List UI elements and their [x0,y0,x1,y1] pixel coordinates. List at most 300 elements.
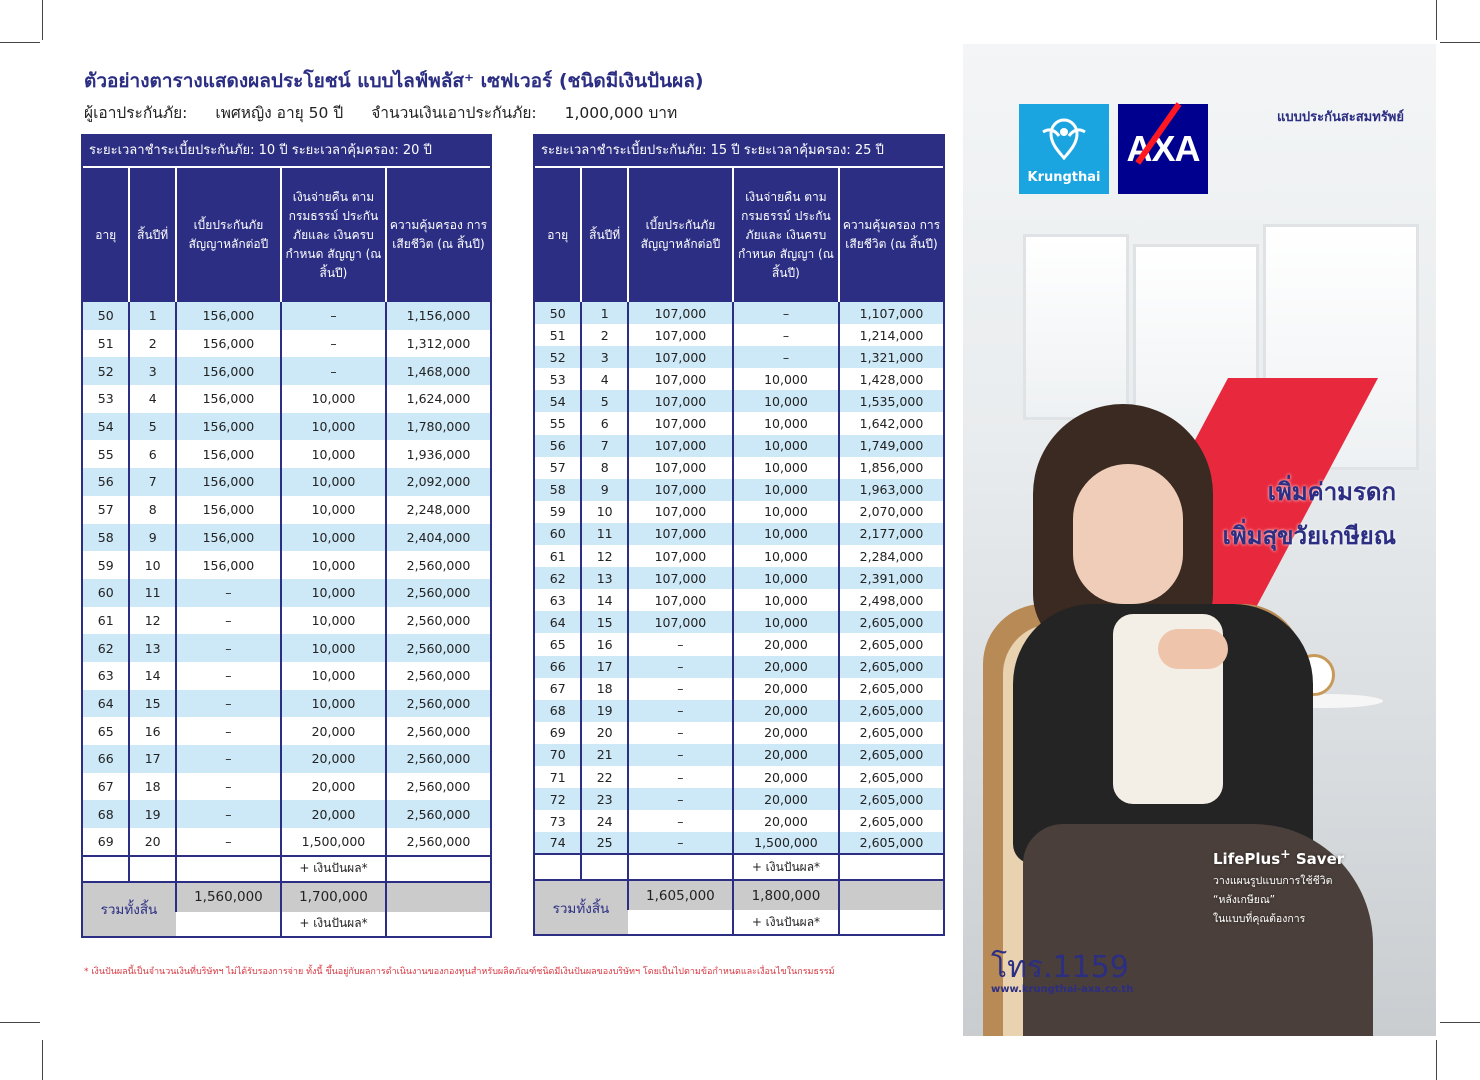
table-row [83,773,490,801]
cell-year: 12 [581,545,627,567]
cell-coverage: 2,560,000 [386,690,490,718]
total-premium: 1,560,000 [176,882,281,912]
cell-age: 74 [535,832,581,854]
phone-number[interactable]: โทร.1159 [991,950,1129,985]
cell-coverage: 2,605,000 [839,722,943,744]
cell-coverage: 1,107,000 [839,302,943,324]
cell-year: 7 [129,468,175,496]
cell-payout: 20,000 [733,744,839,766]
cell-age: 58 [535,479,581,501]
cell-age: 61 [83,607,129,635]
cell-age: 55 [535,412,581,434]
cell-year: 11 [129,579,175,607]
empty-cell [839,880,943,910]
cell-coverage: 2,560,000 [386,579,490,607]
table-body [83,302,490,936]
cell-age: 67 [83,773,129,801]
cell-year: 4 [129,385,175,413]
cell-premium: 156,000 [176,413,281,441]
cell-payout: 20,000 [281,800,386,828]
cell-year: 19 [129,800,175,828]
table-row [535,567,943,589]
benefit-table-10-year [81,134,492,938]
cell-year: 1 [581,302,627,324]
cell-year: 5 [129,413,175,441]
cell-payout: 1,500,000 [733,832,839,854]
cell-age: 66 [83,745,129,773]
cell-payout: 10,000 [733,523,839,545]
cell-premium: – [176,690,281,718]
cell-payout: 10,000 [281,690,386,718]
cell-premium: 107,000 [628,412,733,434]
cell-payout: 10,000 [733,611,839,633]
cell-age: 63 [535,589,581,611]
cell-age: 62 [83,634,129,662]
table-row [535,700,943,722]
cell-age: 59 [535,501,581,523]
cell-year: 21 [581,744,627,766]
cell-year: 16 [129,717,175,745]
empty-cell [176,856,281,882]
empty-cell [129,856,175,882]
cell-premium: 156,000 [176,496,281,524]
table-row [535,346,943,368]
cell-premium: 107,000 [628,479,733,501]
cell-premium: 107,000 [628,346,733,368]
cell-premium: 107,000 [628,390,733,412]
table-row [83,745,490,773]
cell-year: 2 [581,324,627,346]
cell-payout: 10,000 [281,440,386,468]
cell-payout: 20,000 [733,722,839,744]
table-row [535,722,943,744]
cell-payout: 10,000 [281,496,386,524]
cell-payout: 10,000 [733,368,839,390]
table-row [535,656,943,678]
cell-year: 15 [129,690,175,718]
brand-name-text: LifePlus [1213,850,1281,868]
total-payout: 1,800,000 [733,880,839,910]
empty-cell [386,856,490,882]
col-year: สิ้นปีที่ [581,168,627,302]
cell-premium: – [628,832,733,854]
cell-payout: 10,000 [733,390,839,412]
cell-age: 52 [535,346,581,368]
cell-year: 10 [129,551,175,579]
cell-payout: 10,000 [281,468,386,496]
cell-payout: – [281,330,386,358]
cell-year: 16 [581,633,627,655]
cell-age: 50 [83,302,129,330]
cell-coverage: 1,428,000 [839,368,943,390]
cell-year: 1 [129,302,175,330]
table-row [83,524,490,552]
cell-age: 58 [83,524,129,552]
cell-coverage: 2,605,000 [839,832,943,854]
cell-year: 19 [581,700,627,722]
headline-2: เพิ่มสุขวัยเกษียณ [1222,522,1396,550]
cell-premium: – [628,744,733,766]
cell-year: 10 [581,501,627,523]
table-row [535,633,943,655]
cell-age: 60 [83,579,129,607]
cell-coverage: 1,624,000 [386,385,490,413]
cell-coverage: 1,856,000 [839,457,943,479]
table-row [83,551,490,579]
cell-premium: 156,000 [176,302,281,330]
cell-payout: – [281,302,386,330]
insured-value: เพศหญิง อายุ 50 ปี [215,104,344,122]
table-header: ระยะเวลาชำระเบี้ยประกันภัย: 15 ปี ระยะเวลาคุ้มครอง: 25 ปี [535,136,943,168]
table-row [83,828,490,856]
cell-age: 54 [535,390,581,412]
cell-age: 65 [535,633,581,655]
cell-coverage: 2,560,000 [386,828,490,856]
cell-year: 23 [581,788,627,810]
cell-coverage: 2,560,000 [386,551,490,579]
cell-coverage: 2,605,000 [839,656,943,678]
cell-age: 73 [535,810,581,832]
sum-value: 1,000,000 บาท [564,104,678,122]
table-row [83,579,490,607]
total-label: รวมทั้งสิ้น [535,880,628,934]
table-row [535,678,943,700]
cell-coverage: 2,605,000 [839,810,943,832]
cell-year: 9 [581,479,627,501]
cell-coverage: 1,321,000 [839,346,943,368]
crop-mark [0,42,40,43]
cell-coverage: 1,936,000 [386,440,490,468]
cell-year: 3 [129,357,175,385]
empty-cell [386,882,490,912]
cell-premium: 107,000 [628,611,733,633]
cell-coverage: 1,642,000 [839,412,943,434]
table-row [535,368,943,390]
page-title: ตัวอย่างตารางแสดงผลประโยชน์ แบบไลฟ์พลัส⁺ เซฟเวอร์ (ชนิดมีเงินปันผล) [84,70,704,92]
cell-year: 18 [581,678,627,700]
cell-year: 14 [129,662,175,690]
cell-payout: 10,000 [733,412,839,434]
cell-payout: 10,000 [733,457,839,479]
cell-payout: 10,000 [733,545,839,567]
cell-year: 12 [129,607,175,635]
crop-mark [1436,1040,1437,1080]
cell-premium: – [628,722,733,744]
cell-premium: – [176,745,281,773]
dividend-note-row [83,856,490,882]
cell-year: 13 [581,567,627,589]
cell-premium: – [628,766,733,788]
cell-premium: – [628,656,733,678]
total-label: รวมทั้งสิ้น [83,882,176,936]
cell-coverage: 2,560,000 [386,800,490,828]
table-row [535,457,943,479]
cell-year: 14 [581,589,627,611]
cell-age: 71 [535,766,581,788]
col-age: อายุ [83,168,129,302]
table-row [535,545,943,567]
empty-cell [386,912,490,936]
cell-age: 70 [535,744,581,766]
table-header: ระยะเวลาชำระเบี้ยประกันภัย: 10 ปี ระยะเวลาคุ้มครอง: 20 ปี [83,136,490,168]
cell-payout: – [281,357,386,385]
cell-age: 63 [83,662,129,690]
cell-payout: 20,000 [281,717,386,745]
axa-logo [1118,104,1208,194]
col-coverage: ความคุ้มครอง การเสียชีวิต (ณ สิ้นปี) [839,168,943,302]
cell-year: 6 [129,440,175,468]
cell-payout: 10,000 [281,524,386,552]
cell-coverage: 2,284,000 [839,545,943,567]
cell-coverage: 2,560,000 [386,745,490,773]
table-row [83,496,490,524]
garuda-icon [1039,114,1089,164]
cell-age: 69 [83,828,129,856]
cell-coverage: 2,092,000 [386,468,490,496]
cell-age: 57 [83,496,129,524]
cell-premium: 107,000 [628,545,733,567]
cell-age: 66 [535,656,581,678]
cell-payout: 20,000 [733,700,839,722]
cell-coverage: 2,605,000 [839,744,943,766]
cell-coverage: 1,749,000 [839,435,943,457]
cell-age: 69 [535,722,581,744]
table-row [535,766,943,788]
cell-premium: – [176,634,281,662]
cell-age: 50 [535,302,581,324]
cell-premium: – [176,717,281,745]
axa-logo-text: AXA [1126,128,1200,169]
cell-payout: 10,000 [733,435,839,457]
cell-coverage: 2,560,000 [386,717,490,745]
cell-year: 15 [581,611,627,633]
cell-premium: – [628,633,733,655]
cell-premium: 156,000 [176,524,281,552]
table-row [83,690,490,718]
cell-coverage: 2,560,000 [386,607,490,635]
cell-year: 7 [581,435,627,457]
table-row [83,800,490,828]
cell-payout: 20,000 [733,766,839,788]
cell-payout: 10,000 [733,589,839,611]
cell-age: 60 [535,523,581,545]
product-type-tagline: แบบประกันสะสมทรัพย์ [1276,110,1404,125]
promo-panel [963,44,1436,1036]
col-year: สิ้นปีที่ [129,168,175,302]
empty-cell [839,910,943,934]
cell-coverage: 2,605,000 [839,633,943,655]
dividend-note-row [535,854,943,880]
table-row [83,662,490,690]
table-row [535,390,943,412]
cell-payout: 20,000 [733,678,839,700]
krungthai-logo-text: Krungthai [1027,170,1101,185]
brand-subtext-1: วางแผนรูปแบบการใช้ชีวิต [1213,875,1333,887]
table-row [535,412,943,434]
cell-payout: – [733,324,839,346]
cell-payout: 20,000 [281,745,386,773]
cell-year: 6 [581,412,627,434]
cell-age: 53 [83,385,129,413]
cell-coverage: 1,312,000 [386,330,490,358]
col-premium: เบี้ยประกันภัย สัญญาหลักต่อปี [628,168,733,302]
table-row [535,479,943,501]
cell-payout: 10,000 [281,385,386,413]
col-coverage: ความคุ้มครอง การเสียชีวิต (ณ สิ้นปี) [386,168,490,302]
dividend-note: + เงินปันผล* [733,854,839,880]
empty-cell [176,912,281,936]
window-illustration [1023,234,1129,420]
cell-year: 5 [581,390,627,412]
table-row [535,744,943,766]
total-row [535,880,943,910]
cell-age: 68 [535,700,581,722]
cell-age: 64 [83,690,129,718]
cell-payout: 10,000 [733,501,839,523]
website-link[interactable]: www.krungthai-axa.co.th [991,984,1134,995]
cell-age: 51 [535,324,581,346]
col-premium: เบี้ยประกันภัย สัญญาหลักต่อปี [176,168,281,302]
crop-mark [1436,0,1437,40]
table-row [535,302,943,324]
total-dividend-note: + เงินปันผล* [733,910,839,934]
empty-cell [535,854,581,880]
cell-year: 25 [581,832,627,854]
cell-coverage: 2,605,000 [839,700,943,722]
table-row [535,611,943,633]
cell-age: 53 [535,368,581,390]
cell-coverage: 2,605,000 [839,611,943,633]
cell-premium: – [176,773,281,801]
cell-year: 4 [581,368,627,390]
col-age: อายุ [535,168,581,302]
cell-age: 64 [535,611,581,633]
cell-coverage: 2,605,000 [839,678,943,700]
cell-year: 2 [129,330,175,358]
cell-premium: – [176,800,281,828]
col-payout: เงินจ่ายคืน ตามกรมธรรม์ ประกันภัยและ เงินครบกำหนด สัญญา (ณ สิ้นปี) [281,168,386,302]
cell-year: 11 [581,523,627,545]
table-row [83,468,490,496]
cell-age: 56 [535,435,581,457]
cell-year: 20 [129,828,175,856]
cell-payout: 10,000 [733,567,839,589]
product-brand-name [1213,846,1344,868]
total-payout: 1,700,000 [281,882,386,912]
cell-year: 13 [129,634,175,662]
table-row [535,810,943,832]
cell-premium: 107,000 [628,501,733,523]
table-row [83,607,490,635]
table-row [535,832,943,854]
person-face-illustration [1073,464,1183,604]
cell-age: 68 [83,800,129,828]
cell-coverage: 2,605,000 [839,788,943,810]
cell-payout: 10,000 [281,579,386,607]
cell-payout: 20,000 [733,656,839,678]
cell-coverage: 2,498,000 [839,589,943,611]
table-row [83,717,490,745]
cell-year: 17 [581,656,627,678]
benefit-table-15-year [533,134,945,936]
table-grid [535,168,943,934]
cell-age: 72 [535,788,581,810]
cell-age: 65 [83,717,129,745]
cell-premium: 156,000 [176,330,281,358]
cell-payout: 20,000 [733,633,839,655]
table-row [535,589,943,611]
cell-premium: 156,000 [176,385,281,413]
cell-premium: 156,000 [176,468,281,496]
page-subtitle [84,100,705,125]
cell-premium: 107,000 [628,324,733,346]
cell-premium: 156,000 [176,551,281,579]
cell-coverage: 2,605,000 [839,766,943,788]
cell-coverage: 1,535,000 [839,390,943,412]
cell-age: 62 [535,567,581,589]
crop-mark [42,0,43,40]
person-hands-illustration [1158,629,1228,669]
brand-subtext-3: ในแบบที่คุณต้องการ [1213,913,1306,925]
krungthai-logo [1019,104,1109,194]
cell-coverage: 2,391,000 [839,567,943,589]
cell-premium: – [176,662,281,690]
cell-payout: 10,000 [733,479,839,501]
table-row [83,302,490,330]
cell-premium: 107,000 [628,457,733,479]
cell-age: 52 [83,357,129,385]
empty-cell [581,854,627,880]
cell-year: 8 [129,496,175,524]
cell-premium: – [628,810,733,832]
table-row [83,634,490,662]
cell-age: 56 [83,468,129,496]
cell-premium: 107,000 [628,523,733,545]
cell-age: 59 [83,551,129,579]
empty-cell [839,854,943,880]
cell-payout: 1,500,000 [281,828,386,856]
cell-year: 24 [581,810,627,832]
cell-payout: 10,000 [281,551,386,579]
cell-premium: – [176,607,281,635]
table-row [535,501,943,523]
cell-premium: 107,000 [628,368,733,390]
cell-payout: 20,000 [733,788,839,810]
cell-coverage: 2,248,000 [386,496,490,524]
cell-payout: 10,000 [281,634,386,662]
total-dividend-note: + เงินปันผล* [281,912,386,936]
cell-payout: – [733,346,839,368]
cell-year: 17 [129,745,175,773]
cell-coverage: 2,560,000 [386,662,490,690]
table-row [83,440,490,468]
cell-payout: 20,000 [733,810,839,832]
cell-age: 55 [83,440,129,468]
cell-year: 9 [129,524,175,552]
cell-coverage: 2,177,000 [839,523,943,545]
cell-age: 54 [83,413,129,441]
cell-year: 18 [129,773,175,801]
cell-premium: 107,000 [628,435,733,457]
cell-year: 20 [581,722,627,744]
table-row [83,330,490,358]
cell-age: 51 [83,330,129,358]
cell-coverage: 1,156,000 [386,302,490,330]
cell-year: 22 [581,766,627,788]
table-row [535,324,943,346]
crop-mark [0,1022,40,1023]
cell-premium: – [628,788,733,810]
